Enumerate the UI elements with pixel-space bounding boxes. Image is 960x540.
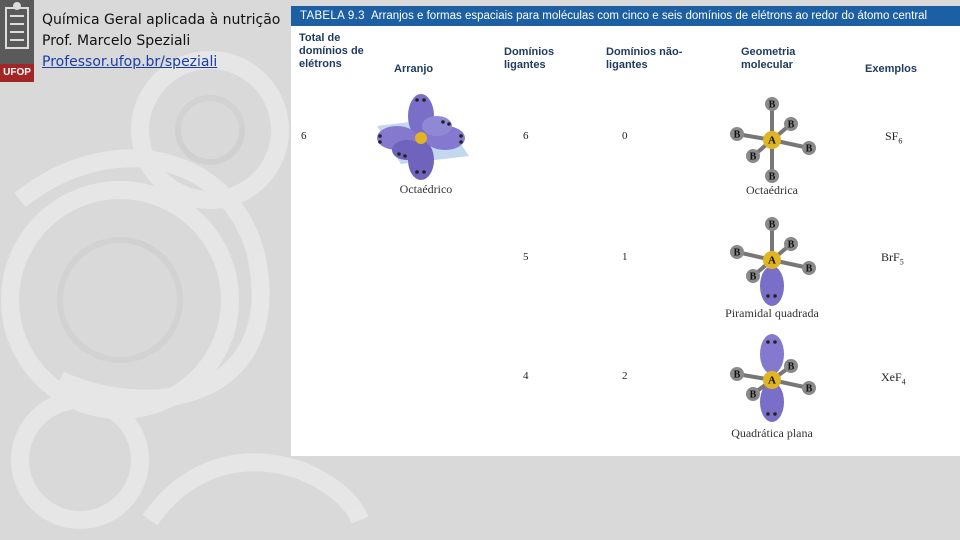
octahedral-arrangement-icon bbox=[371, 88, 471, 178]
slide-header bbox=[42, 10, 292, 73]
ligand-atom-label: B bbox=[749, 389, 757, 401]
row1-nao-ligantes: 0 bbox=[622, 130, 628, 142]
ligand-atom-label: B bbox=[768, 99, 776, 111]
table-figure bbox=[291, 6, 960, 456]
row1-example bbox=[885, 129, 902, 145]
row1-total: 6 bbox=[301, 130, 307, 142]
row3-example-formula: XeF bbox=[881, 370, 902, 384]
row1-geometria-caption: Octaédrica bbox=[746, 183, 798, 197]
logo-emblem-icon bbox=[0, 0, 34, 62]
header-geometria: Geometria molecular bbox=[741, 46, 796, 71]
central-atom-label: A bbox=[768, 374, 776, 387]
row3-geometria-caption: Quadrática plana bbox=[731, 426, 813, 440]
row2-example-formula: BrF bbox=[881, 250, 900, 264]
ligand-atom-label: B bbox=[733, 369, 741, 381]
header-nao-ligantes: Domínios não-ligantes bbox=[606, 46, 683, 71]
central-atom-label: A bbox=[768, 134, 776, 147]
row3-example-subscript: 4 bbox=[901, 377, 906, 387]
row2-geometria-caption: Piramidal quadrada bbox=[725, 306, 819, 320]
course-title: Química Geral aplicada à nutrição bbox=[42, 12, 281, 28]
ligand-atom-label: B bbox=[749, 271, 757, 283]
ligand-atom-label: B bbox=[787, 119, 795, 131]
ligand-atom-label: B bbox=[768, 219, 776, 231]
row2-ligantes: 5 bbox=[523, 251, 529, 263]
row1-ligantes: 6 bbox=[523, 130, 529, 142]
ligand-atom-label: B bbox=[805, 263, 813, 275]
square-planar-geometry-icon bbox=[727, 332, 817, 424]
ligand-atom-label: B bbox=[768, 171, 776, 183]
octahedral-geometry-icon bbox=[727, 96, 817, 184]
ligand-atom-label: B bbox=[787, 361, 795, 373]
row1-example-formula: SF bbox=[885, 129, 899, 143]
professor-name: Prof. Marcelo Speziali bbox=[42, 33, 191, 49]
ligand-atom-label: B bbox=[787, 239, 795, 251]
ligand-atom-label: B bbox=[805, 383, 813, 395]
row3-example bbox=[881, 370, 906, 386]
header-arranjo: Arranjo bbox=[394, 63, 434, 75]
table-number: TABELA 9.3 bbox=[300, 10, 365, 22]
row2-nao-ligantes: 1 bbox=[622, 251, 628, 263]
header-total: Total de domínios de elétrons bbox=[299, 32, 364, 70]
ligand-atom-label: B bbox=[749, 151, 757, 163]
square-pyramidal-geometry-icon bbox=[727, 216, 817, 308]
row2-example-subscript: 5 bbox=[899, 257, 904, 267]
row3-nao-ligantes: 2 bbox=[622, 370, 628, 382]
row3-ligantes: 4 bbox=[523, 370, 529, 382]
professor-link[interactable]: Professor.ufop.br/speziali bbox=[42, 54, 218, 70]
row2-example bbox=[881, 250, 904, 266]
header-exemplos: Exemplos bbox=[865, 63, 917, 75]
header-ligantes: Domínios ligantes bbox=[504, 46, 555, 71]
table-title: Arranjos e formas espaciais para moléculas com cinco e seis domínios de elétrons ao redor do átomo central bbox=[371, 10, 928, 22]
logo-label: UFOP bbox=[0, 64, 34, 82]
ligand-atom-label: B bbox=[733, 129, 741, 141]
table-title-bar bbox=[291, 6, 960, 26]
row1-arranjo-caption: Octaédrico bbox=[399, 182, 453, 196]
row1-example-subscript: 6 bbox=[898, 136, 903, 146]
ufop-logo bbox=[0, 0, 34, 82]
central-atom-label: A bbox=[768, 254, 776, 267]
ligand-atom-label: B bbox=[805, 143, 813, 155]
ligand-atom-label: B bbox=[733, 247, 741, 259]
